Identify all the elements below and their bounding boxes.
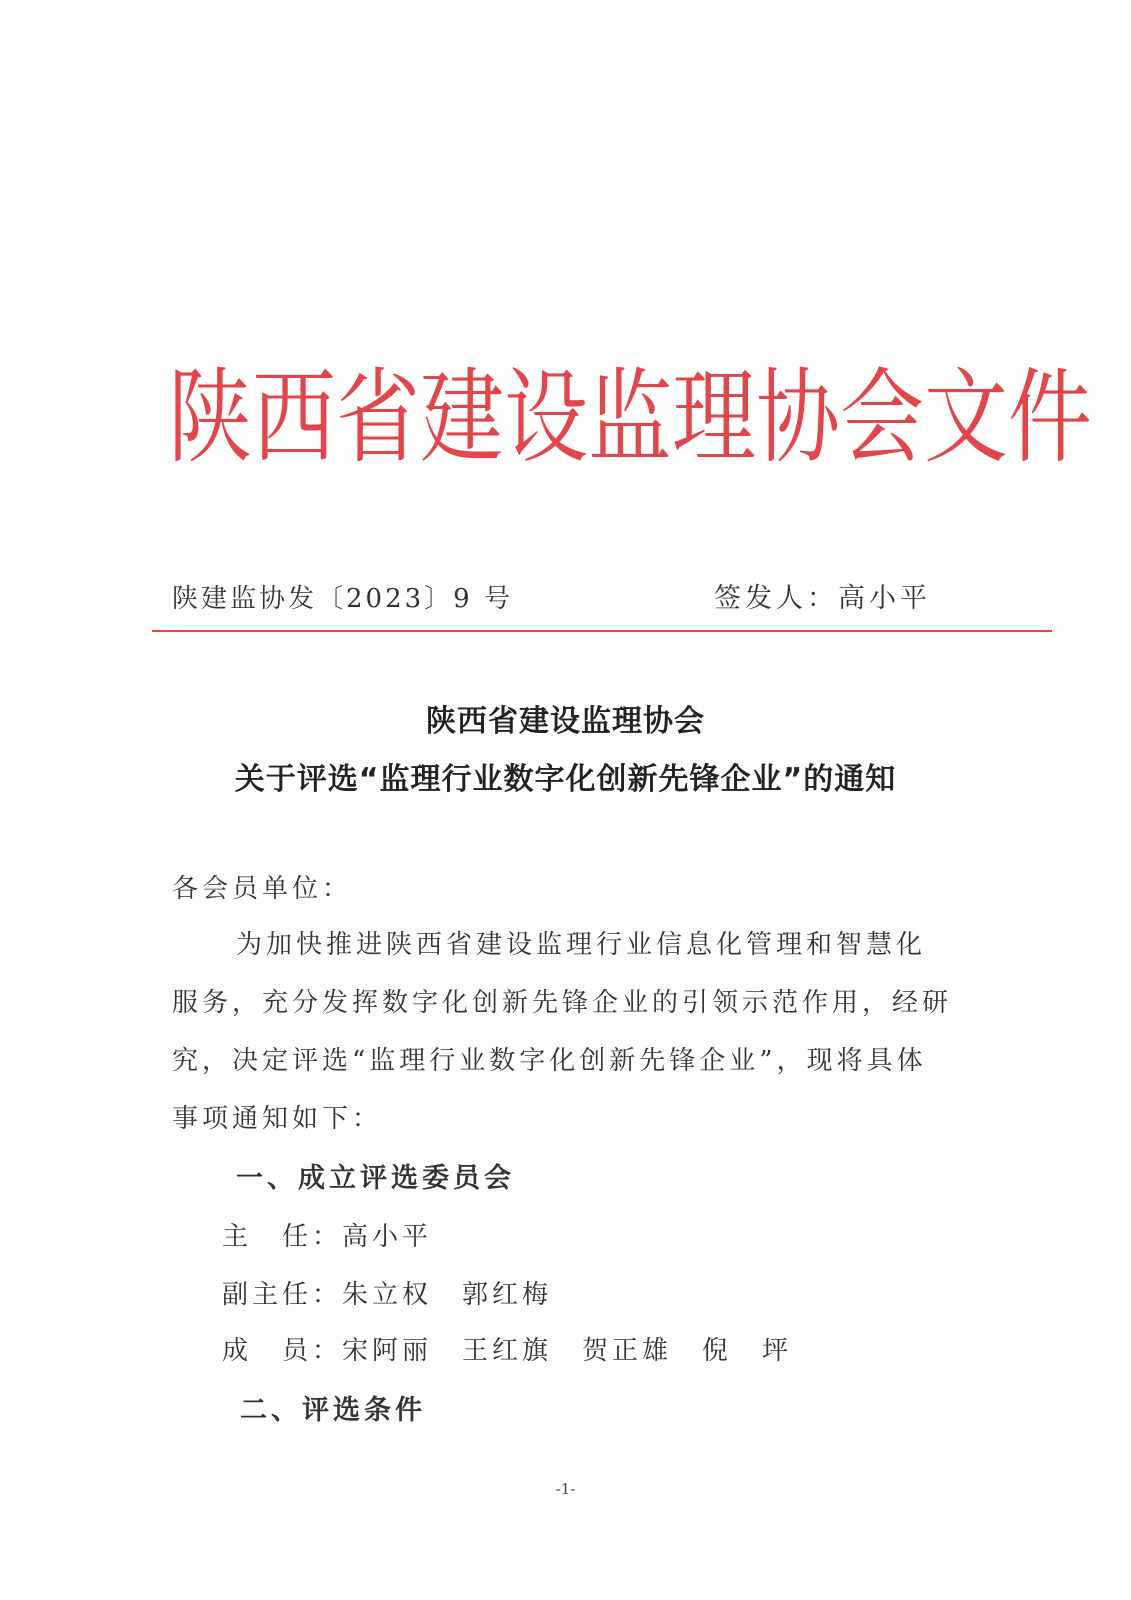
section1-heading: 一、成立评选委员会 <box>236 1163 515 1194</box>
committee-deputy: 副主任：朱立权 郭红梅 <box>222 1280 553 1310</box>
red-divider-line <box>152 630 1052 632</box>
paragraph-line-4: 事项通知如下： <box>172 1104 383 1134</box>
paragraph-line-3: 究，决定评选“监理行业数字化创新先锋企业”，现将具体 <box>172 1046 927 1076</box>
issuer-signature: 签发人：高小平 <box>714 583 931 614</box>
section2-heading: 二、评选条件 <box>240 1395 426 1426</box>
notice-title-line1: 陕西省建设监理协会 <box>426 704 705 739</box>
paragraph-line-1: 为加快推进陕西省建设监理行业信息化管理和智慧化 <box>236 930 927 960</box>
committee-director: 主 任：高小平 <box>222 1222 433 1252</box>
salutation: 各会员单位： <box>172 874 353 904</box>
document-number: 陕建监协发〔2023〕9 号 <box>172 584 513 614</box>
masthead-title: 陕西省建设监理协会文件 <box>168 357 1093 477</box>
page-number: -1- <box>555 1480 576 1498</box>
paragraph-line-2: 服务，充分发挥数字化创新先锋企业的引领示范作用，经研 <box>172 988 953 1018</box>
notice-title-line2: 关于评选“监理行业数字化创新先锋企业”的通知 <box>234 762 897 797</box>
committee-members: 成 员：宋阿丽 王红旗 贺正雄 倪 坪 <box>222 1336 793 1366</box>
